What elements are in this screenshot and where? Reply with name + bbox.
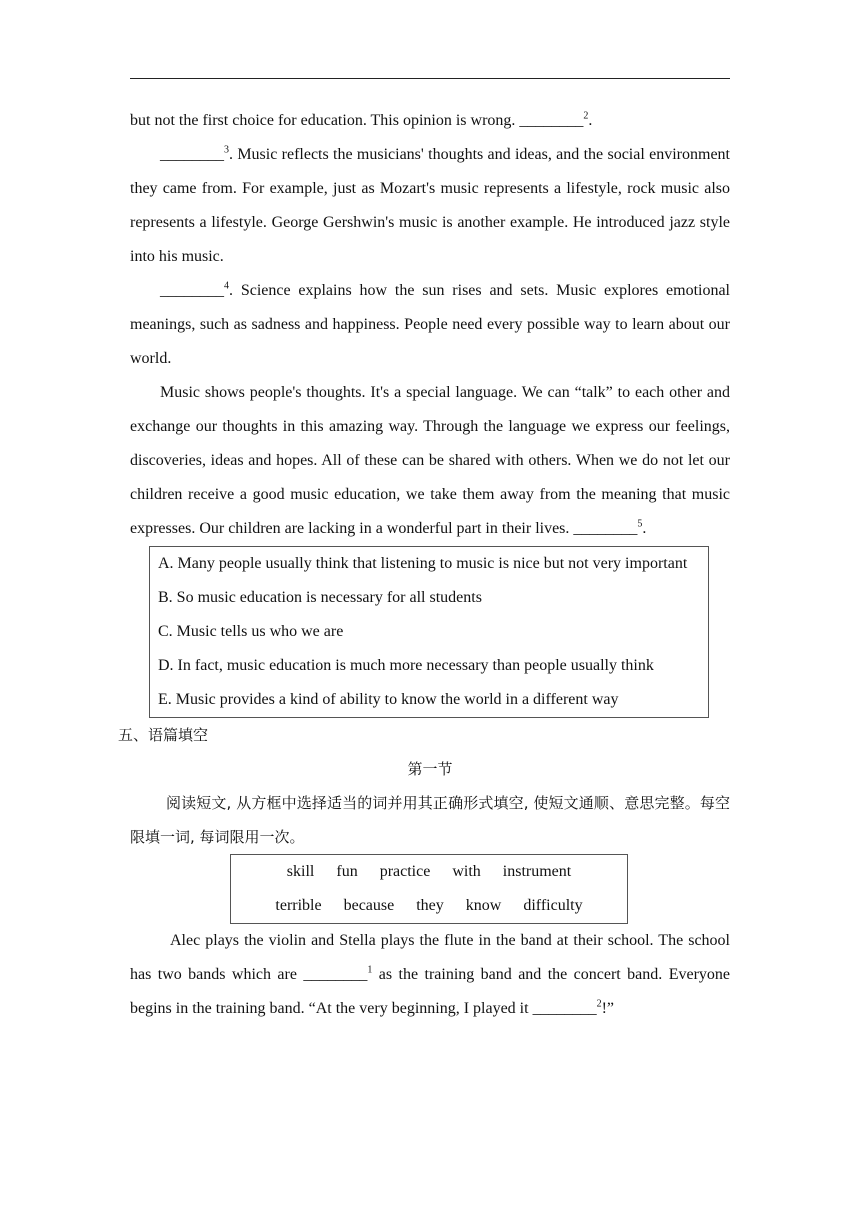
passage2-paragraph: Alec plays the violin and Stella plays the flute in the band at their school. The school has two bands which are ________$^1$ as the training band and the concert band. Everyone begins in the training band. “At the very beginning, I played it ________$^2$!” [130,932,730,1017]
option-e: E. Music provides a kind of ability to know the world in a different way [158,691,619,708]
word-item: fun [336,863,358,880]
paragraph-3: ________$^4$. Science explains how the sun rises and sets. Music explores emotional meanings, such as sadness and happiness. People need every possible way to learn about our world. [130,280,730,367]
paragraph-4: Music shows people's thoughts. It's a special language. We can “talk” to each other and exchange our thoughts in this amazing way. Through the language we express our feelings, discoveries, ideas and hopes. All of these can be shared with others. When we do not let our children receive a good music education, we take them away from the meaning that music expresses. Our children are lacking in a wonderful part in their lives. ________$^5$. [130,384,730,537]
option-a: A. Many people usually think that listening to music is nice but not very important [158,555,688,572]
word-item: practice [379,863,431,880]
answer-blank: ________ [160,146,224,163]
blank-number: 2 [583,110,589,122]
options-box [149,546,709,718]
blank-number: 4 [224,280,229,292]
word-item: with [452,863,481,880]
word-bank-row-1 [231,855,627,889]
section-heading: 五、语篇填空 [118,726,209,744]
answer-blank: ________ [160,282,224,299]
document-content [118,104,730,1026]
blank-number: 5 [637,518,643,530]
word-item: because [343,897,395,914]
paragraph-2: ________$^3$. Music reflects the musicians' thoughts and ideas, and the social environment they came from. For example, just as Mozart's music represents a lifestyle, rock music also represents a lifestyle. George Gershwin's music is another example. He introduced jazz style into his music. [130,144,730,265]
option-c: C. Music tells us who we are [158,623,344,640]
option-b: B. So music education is necessary for all students [158,589,482,606]
section-instructions: 阅读短文, 从方框中选择适当的词并用其正确形式填空, 使短文通顺、意思完整。每空限填一词, 每词限用一次。 [130,794,730,846]
blank-number: 2 [596,998,602,1010]
word-item: they [416,897,444,914]
word-item: skill [286,863,315,880]
blank-number: 1 [367,964,373,976]
paragraph-line0: but not the first choice for education. This opinion is wrong. ________$^2$. [130,110,593,129]
word-bank-box [230,854,628,924]
word-item: instrument [502,863,572,880]
word-item: difficulty [523,897,583,914]
word-bank-row-2 [231,889,627,923]
section-subheading: 第一节 [407,760,453,778]
word-item: know [465,897,502,914]
blank-number: 3 [224,144,229,156]
header-rule [130,78,730,79]
option-d: D. In fact, music education is much more necessary than people usually think [158,657,654,674]
word-item: terrible [275,897,322,914]
